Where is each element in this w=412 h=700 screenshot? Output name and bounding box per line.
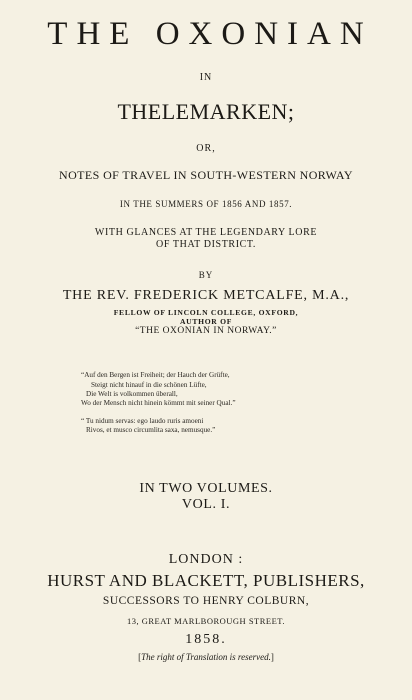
author-name: THE REV. FREDERICK METCALFE, M.A., (62, 287, 350, 303)
book-title: THE OXONIAN (47, 16, 373, 52)
translation-rights-notice (0, 652, 412, 662)
alternate-title: NOTES OF TRAVEL IN SOUTH-WESTERN NORWAY (59, 168, 353, 183)
volume-count: IN TWO VOLUMES. (139, 481, 273, 497)
glances-block (0, 227, 412, 250)
epigraph-line: Rivos, et musco circumlita saxa, nemusque.” (86, 425, 216, 434)
book-subtitle: THELEMARKEN; (117, 99, 295, 125)
glances-line-1: WITH GLANCES AT THE LEGENDARY LORE (94, 227, 318, 239)
previous-work: “THE OXONIAN IN NORWAY.” (135, 326, 277, 337)
volume-number: VOL. I. (181, 497, 231, 513)
german-epigraph (81, 371, 331, 408)
volume-info (0, 481, 412, 513)
publication-year: 1858. (185, 632, 227, 648)
author-fellowship: FELLOW OF LINCOLN COLLEGE, OXFORD, (113, 307, 299, 317)
glances-line-2: OF THAT DISTRICT. (156, 238, 256, 250)
title-connector-or: OR, (196, 142, 216, 154)
rights-text: The right of Translation is reserved. (141, 652, 271, 663)
author-credits (0, 309, 412, 337)
epigraph-line: Wo der Mensch nicht hinein kömmt mit seiner Qual.” (81, 399, 236, 408)
epigraph-line: Die Welt is volkommen überall, (86, 389, 178, 398)
epigraph-line: “Auf den Bergen ist Freiheit; der Hauch der Grüfte, (81, 371, 230, 380)
publisher-address: 13, GREAT MARLBOROUGH STREET. (127, 616, 285, 627)
title-connector-in: IN (199, 71, 213, 83)
latin-epigraph (81, 417, 331, 436)
publisher-successors: SUCCESSORS TO HENRY COLBURN, (102, 595, 310, 608)
rights-bracket-open: [ (138, 652, 142, 663)
rights-bracket-close: ] (270, 652, 274, 663)
author-of-label: AUTHOR OF (179, 316, 233, 326)
epigraph-line: Steigt nicht hinauf in die schönen Lüfte, (91, 380, 207, 389)
travel-years: IN THE SUMMERS OF 1856 AND 1857. (119, 199, 293, 210)
publication-city: LONDON : (168, 551, 244, 567)
epigraph-line: “ Tu nidum servas: ego laudo ruris amoeni (81, 416, 204, 425)
by-label: BY (198, 270, 214, 281)
publisher-name: HURST AND BLACKETT, PUBLISHERS, (47, 570, 365, 590)
